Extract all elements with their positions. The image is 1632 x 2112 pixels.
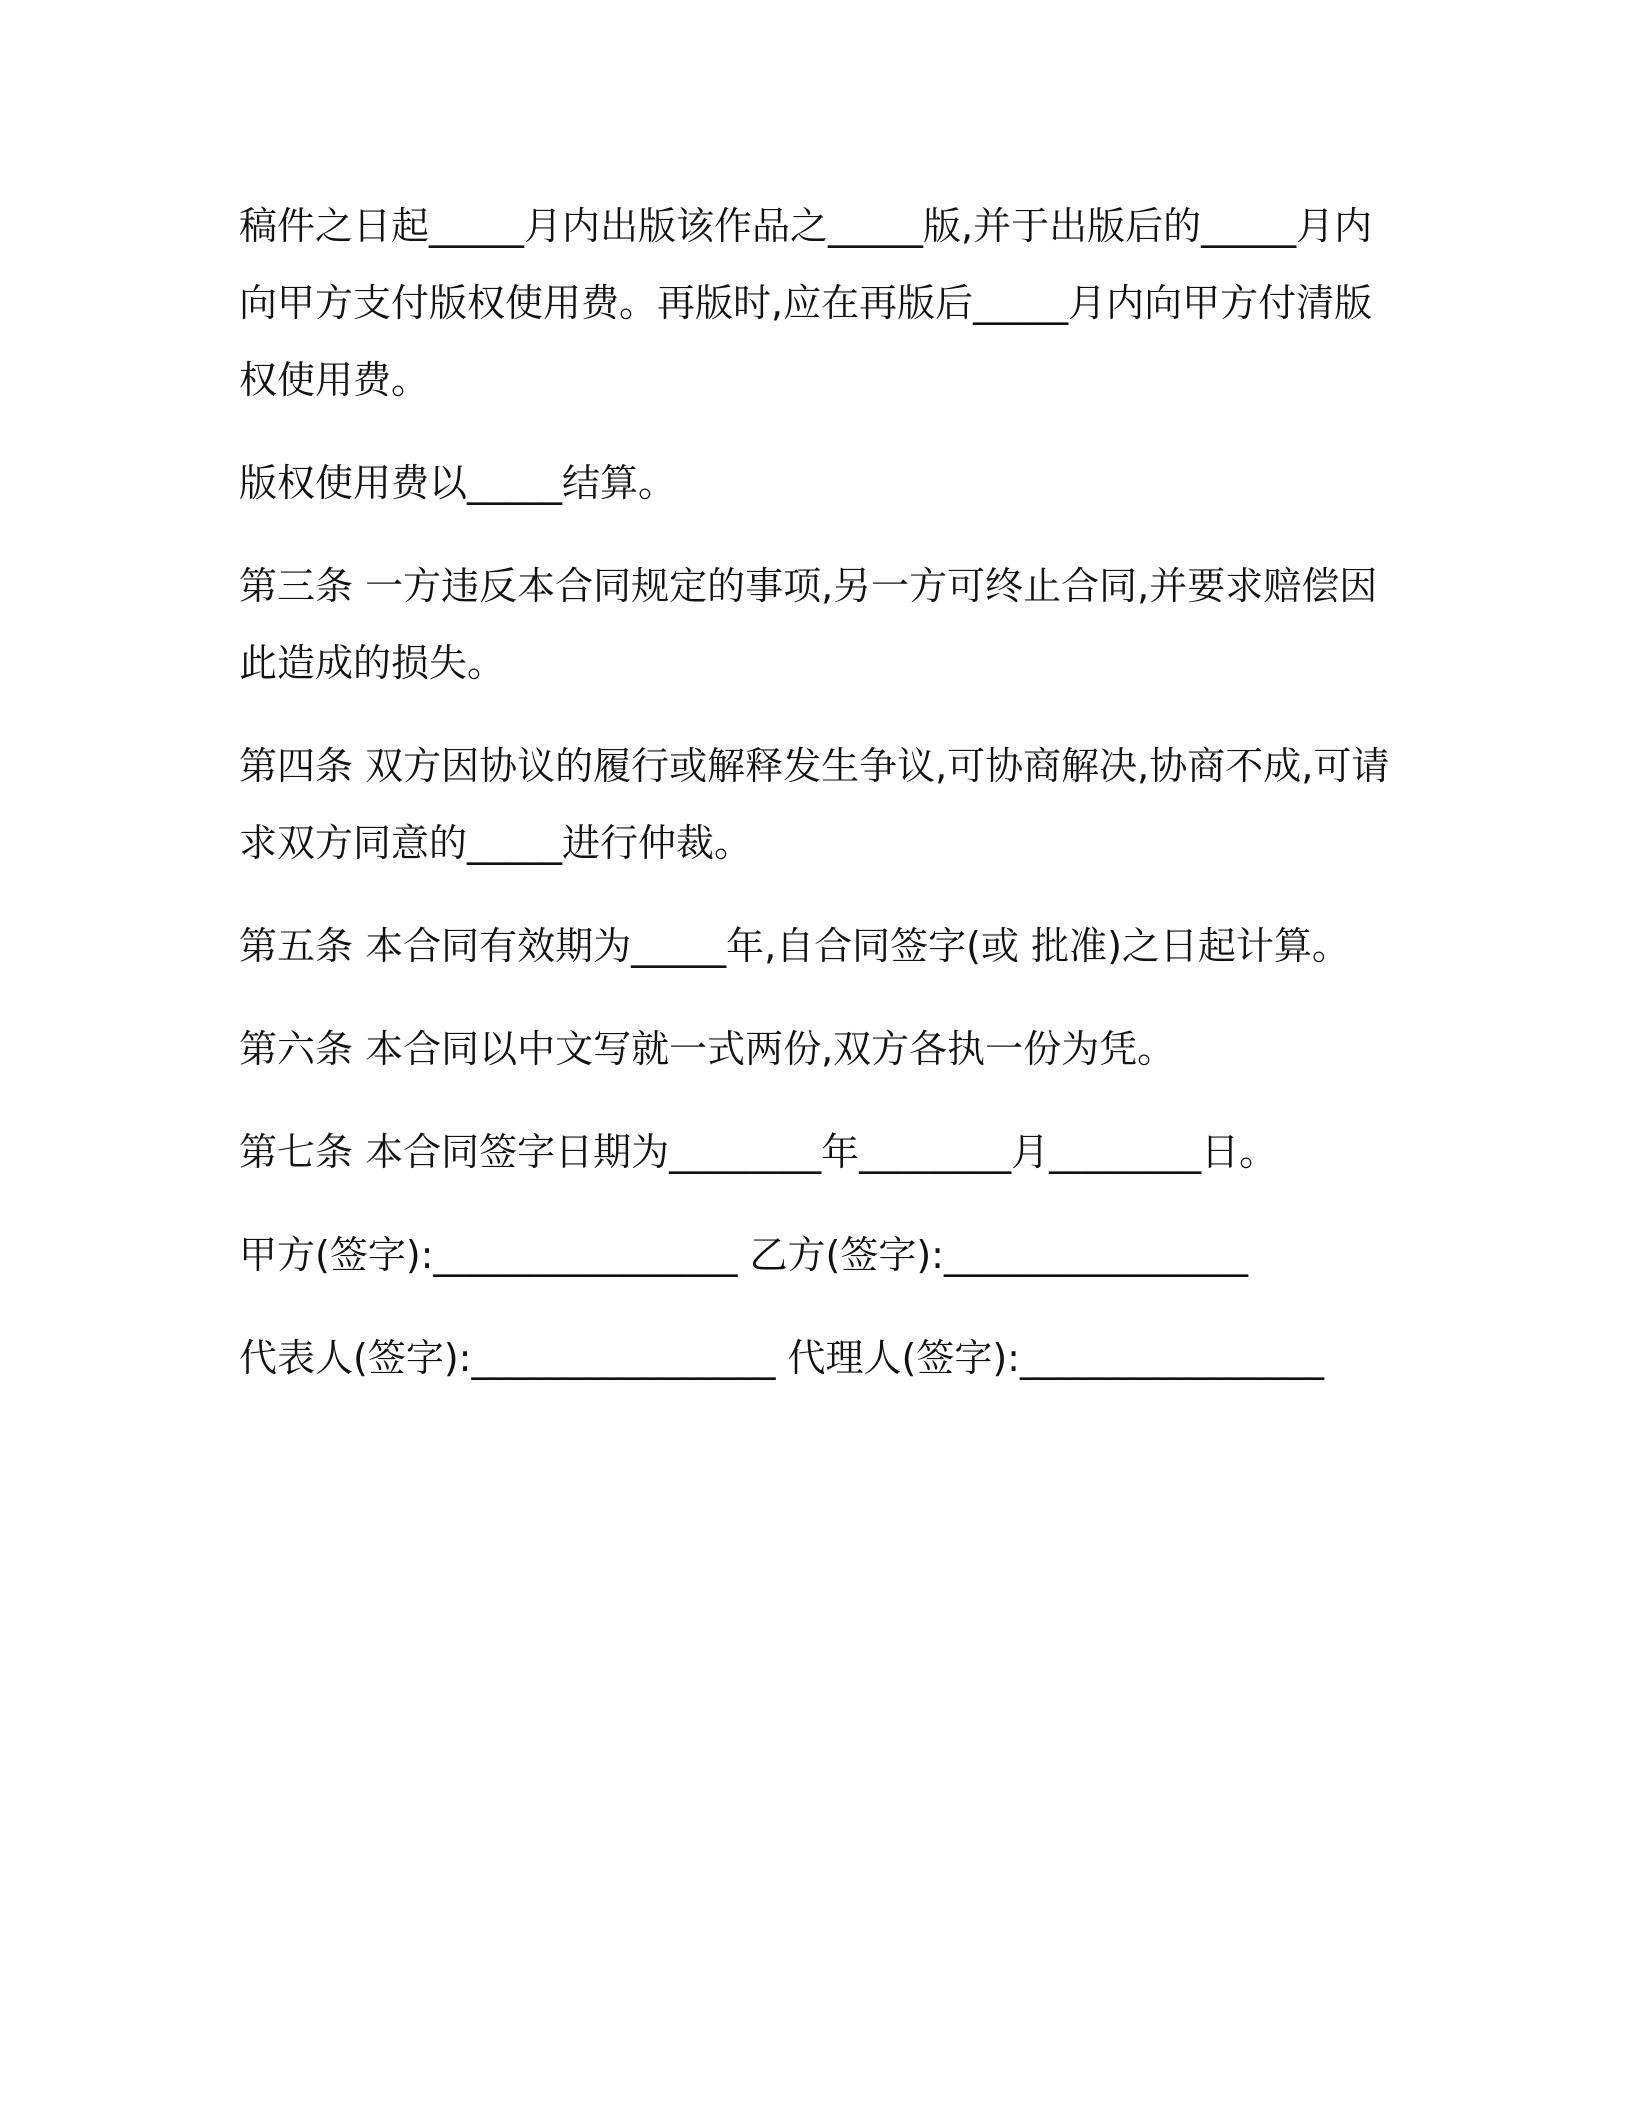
- clause-article-5: 第五条 本合同有效期为_____年,自合同签字(或 批准)之日起计算。: [239, 924, 1350, 968]
- document-body: [239, 188, 1409, 1423]
- clause-publication-payment: 稿件之日起_____月内出版该作品之_____版,并于出版后的_____月内向甲方支付版权使用费。再版时,应在再版后_____月内向甲方付清版权使用费。: [239, 204, 1373, 402]
- signature-line-representatives: 代表人(签字):________________ 代理人(签字):________________: [239, 1336, 1324, 1380]
- clause-article-3: 第三条 一方违反本合同规定的事项,另一方可终止合同,并要求赔偿因此造成的损失。: [239, 564, 1378, 685]
- clause-article-4: 第四条 双方因协议的履行或解释发生争议,可协商解决,协商不成,可请求双方同意的_____进行仲裁。: [239, 744, 1390, 865]
- clause-article-7: 第七条 本合同签字日期为________年________月________日。: [239, 1130, 1278, 1174]
- clause-article-6: 第六条 本合同以中文写就一式两份,双方各执一份为凭。: [239, 1027, 1176, 1071]
- signature-line-parties: 甲方(签字):________________ 乙方(签字):________________: [239, 1233, 1248, 1277]
- clause-settlement-method: 版权使用费以_____结算。: [239, 461, 677, 505]
